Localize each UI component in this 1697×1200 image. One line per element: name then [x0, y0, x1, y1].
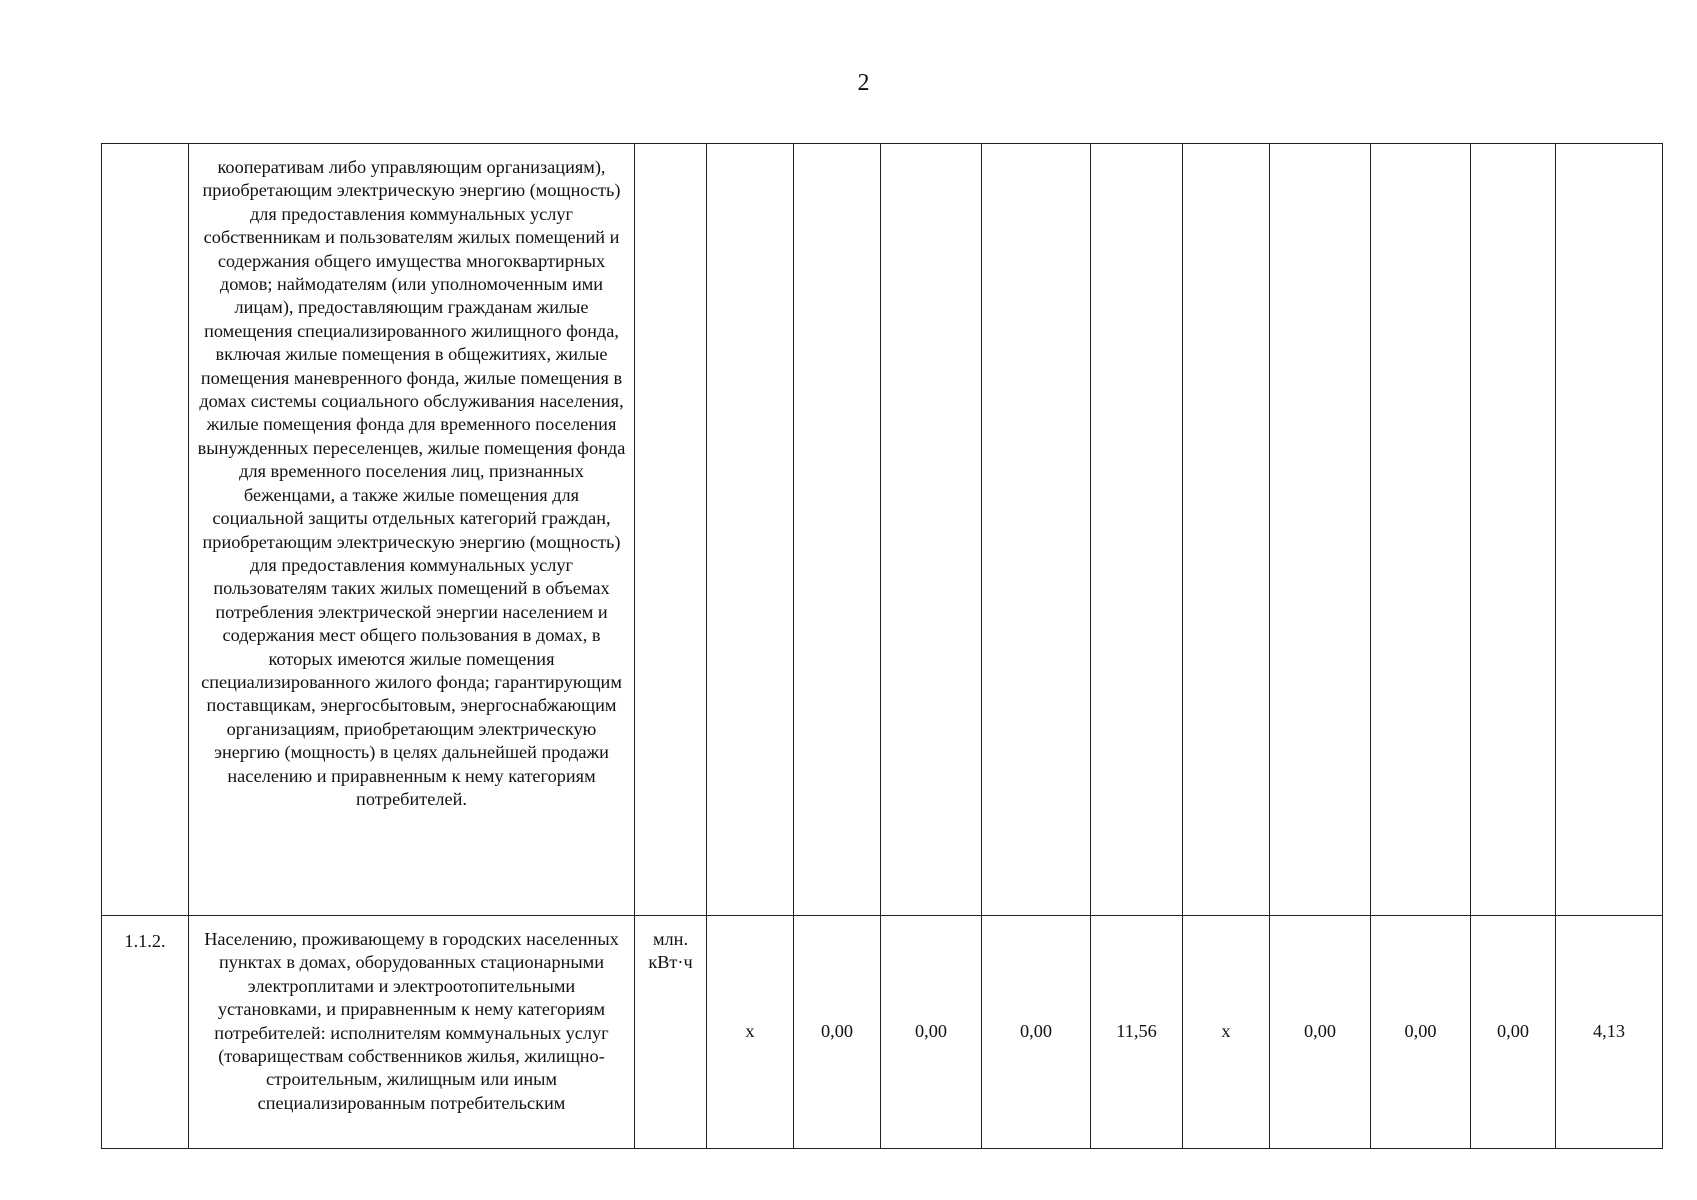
- value-text: x: [1221, 1021, 1231, 1042]
- value-cell: [1183, 916, 1270, 1149]
- tariff-table: [101, 143, 1663, 1149]
- value-text: 0,00: [915, 1021, 947, 1042]
- value-cell: [1556, 916, 1663, 1149]
- row-number-cell: 1.1.2.: [102, 916, 189, 1149]
- value-cell: [1471, 144, 1556, 916]
- value-cell: [982, 144, 1091, 916]
- value-cell: [707, 916, 794, 1149]
- row-number-cell: [102, 144, 189, 916]
- value-cell: [1371, 144, 1471, 916]
- value-text: 4,13: [1593, 1021, 1625, 1042]
- table-row: [102, 144, 1663, 916]
- value-cell: [1556, 144, 1663, 916]
- unit-cell: [635, 144, 707, 916]
- value-cell: [1471, 916, 1556, 1149]
- value-text: 0,00: [1020, 1021, 1052, 1042]
- value-cell: [1183, 144, 1270, 916]
- value-cell: [1091, 144, 1183, 916]
- value-cell: [982, 916, 1091, 1149]
- value-cell: [794, 144, 881, 916]
- value-cell: [707, 144, 794, 916]
- page-number: 2: [857, 70, 870, 96]
- value-text: 11,56: [1116, 1021, 1157, 1042]
- description-cell: кооперативам либо управляющим организациям), приобретающим электрическую энергию (мощность) для предоставления коммунальных услуг собственникам и пользователям жилых помещений и содержания общего имущества многоквартирных домов; наймодателям (или уполномоченным ими лицам), предоставляющим гражданам жилые помещения специализированного жилищного фонда, включая жилые помещения в общежитиях, жилые помещения маневренного фонда, жилые помещения в домах системы социального обслуживания населения, жилые помещения фонда для временного поселения вынужденных переселенцев, жилые помещения фонда для временного поселения лиц, признанных беженцами, а также жилые помещения для социальной защиты отдельных категорий граждан, приобретающим электрическую энергию (мощность) для предоставления коммунальных услуг пользователям таких жилых помещений в объемах потребления электрической энергии населением и содержания мест общего пользования в домах, в которых имеются жилые помещения специализированного жилого фонда; гарантирующим поставщикам, энергосбытовым, энергоснабжающим организациям, приобретающим электрическую энергию (мощность) в целях дальнейшей продажи населению и приравненным к нему категориям потребителей.: [189, 144, 635, 916]
- value-text: 0,00: [1497, 1021, 1529, 1042]
- description-cell: Населению, проживающему в городских населенных пунктах в домах, оборудованных стационарными электроплитами и электроотопительными установками, и приравненным к нему категориям потребителей: исполнителям коммунальных услуг (товариществам собственников жилья, жилищно-строительным, жилищным или иным специализированным потребительским: [189, 916, 635, 1149]
- table-row: [102, 916, 1663, 1149]
- value-cell: [1270, 144, 1371, 916]
- value-cell: [881, 916, 982, 1149]
- value-text: 0,00: [1304, 1021, 1336, 1042]
- value-cell: [1371, 916, 1471, 1149]
- value-text: 0,00: [821, 1021, 853, 1042]
- value-text: x: [745, 1021, 755, 1042]
- value-cell: [1270, 916, 1371, 1149]
- value-cell: [881, 144, 982, 916]
- value-cell: [794, 916, 881, 1149]
- value-cell: [1091, 916, 1183, 1149]
- unit-cell: млн. кВт·ч: [635, 916, 707, 1149]
- value-text: 0,00: [1404, 1021, 1437, 1042]
